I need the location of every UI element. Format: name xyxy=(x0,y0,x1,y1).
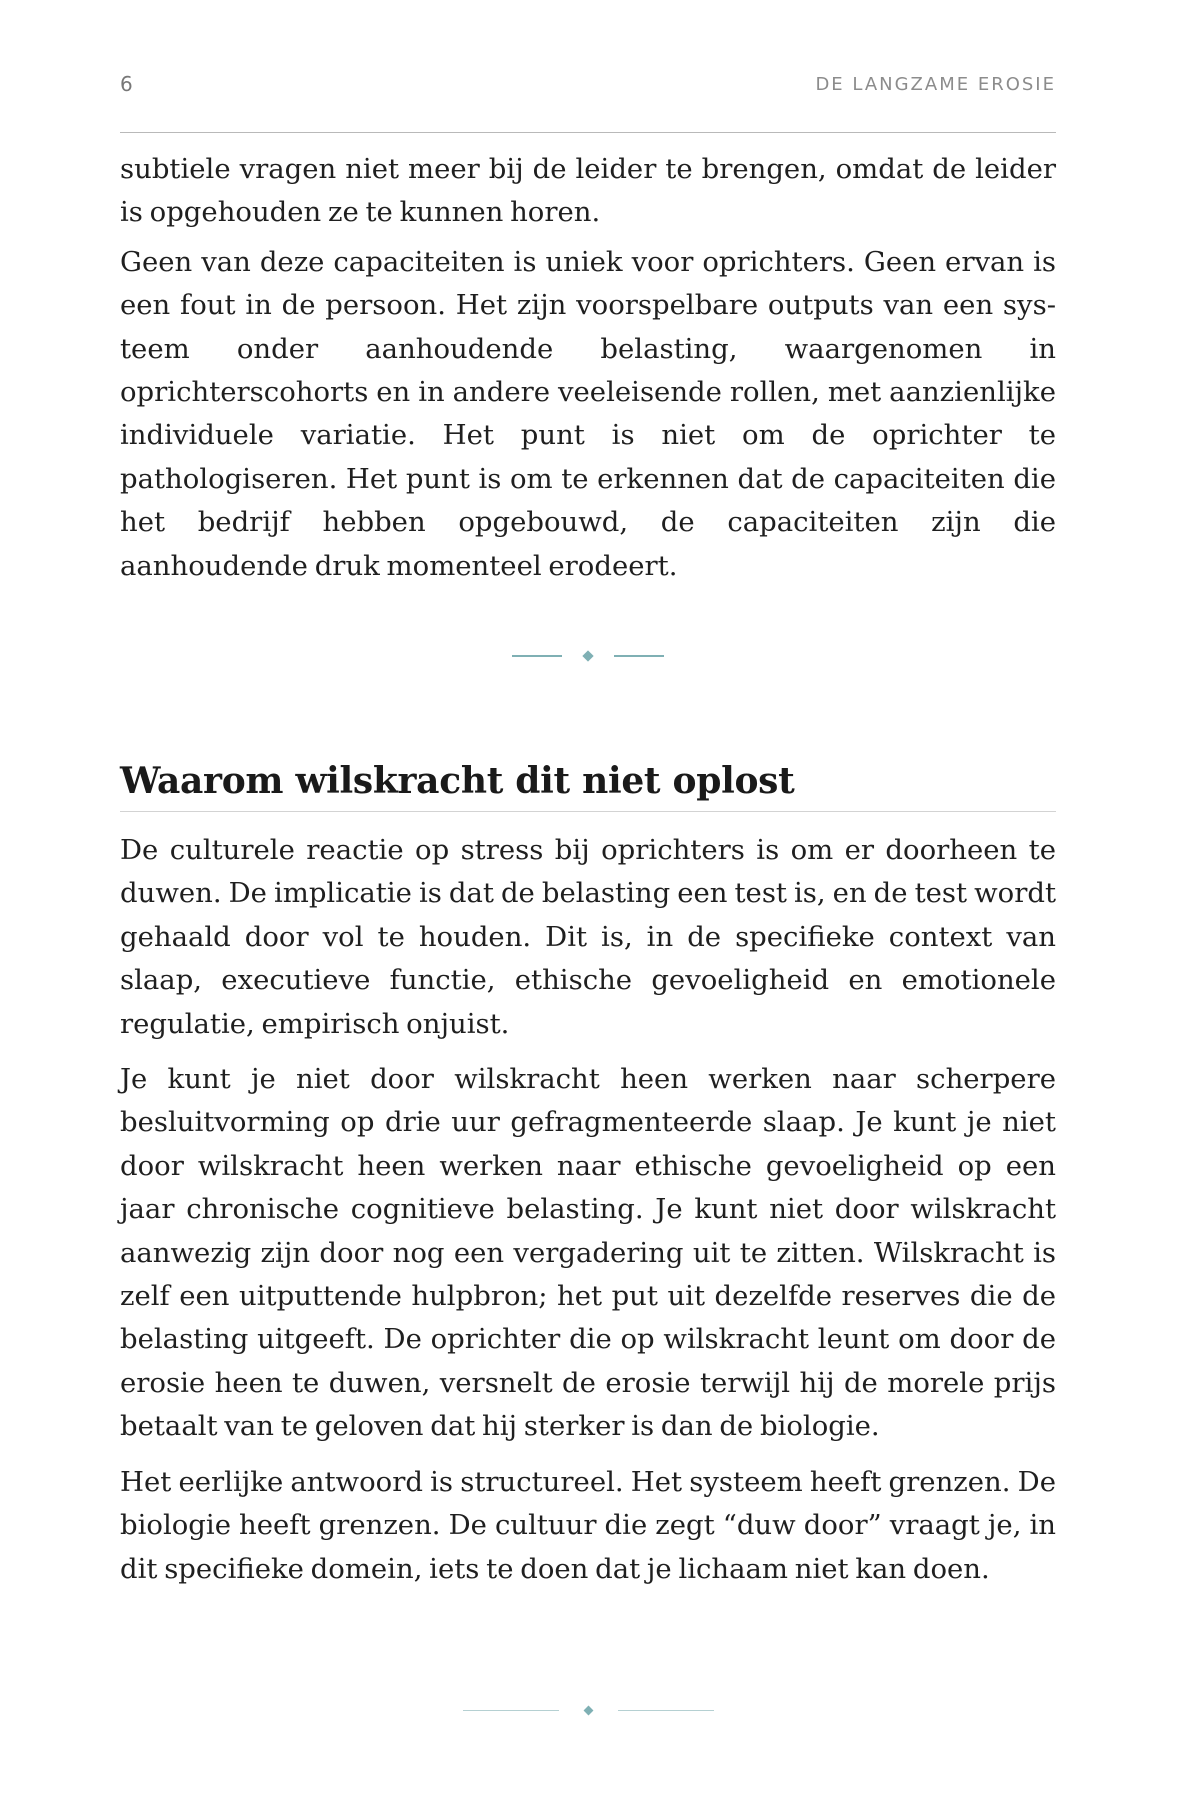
section-heading: Waarom wilskracht dit niet oplost xyxy=(120,760,795,802)
section-divider-ornament xyxy=(120,652,1056,660)
diamond-divider-icon xyxy=(582,650,593,661)
diamond-end-icon xyxy=(583,1706,593,1716)
section-text-block xyxy=(120,829,1056,1591)
divider-line-right xyxy=(614,655,664,657)
running-title: DE LANGZAME EROSIE xyxy=(815,74,1056,95)
paragraph-honest-answer: Het eerlijke antwoord is structureel. Het systeem heeft grenzen. De biologie heeft grenzen. De cultuur die zegt “duw door” vraagt je, in dit specifieke domein, iets te doen dat je lichaam niet kan doen. xyxy=(120,1465,1056,1585)
page-end-ornament xyxy=(120,1707,1056,1714)
top-text-block xyxy=(120,148,1056,588)
heading-underline xyxy=(120,811,1056,812)
running-header xyxy=(120,72,1056,133)
page-number: 6 xyxy=(120,72,133,96)
end-line-left xyxy=(463,1710,559,1712)
end-line-right xyxy=(618,1710,714,1712)
paragraph-cultural-reaction: De culturele reactie op stress bij oprichters is om er doorheen te duwen. De implicatie is dat de belasting een test is, en de test wordt gehaald door vol te houden. Dit is, in de specifieke context van slaap, executieve functie, ethische gevoeligheid en emotionele regulatie, empirisch onjuist. xyxy=(120,834,1056,1040)
paragraph-capacities: Geen van deze capaciteiten is uniek voor oprichters. Geen ervan is een fout in de persoon. Het zijn voorspelbare outputs van een systeem onder aanhoudende belasting, waargenomen in oprichterscohorts en in andere veeleisende rollen, met aanzienlijke individuele variatie. Het punt is niet om de oprichter te pathologiseren. Het punt is om te erkennen dat de capaciteiten die het bedrijf hebben opgebouwd, de capaciteiten zijn die aanhoudende druk momenteel erodeert. xyxy=(120,245,1056,582)
paragraph-willpower: Je kunt je niet door wilskracht heen werken naar scherpere besluitvorming op drie uur gefragmenteerde slaap. Je kunt je niet door wilskracht heen werken naar ethische gevoeligheid op een jaar chronische cognitieve belasting. Je kunt niet door wilskracht aanwezig zijn door nog een vergadering uit te zitten. Wilskracht is zelf een uitputtende hulpbron; het put uit dezelfde reserves die de belasting uitgeeft. De oprichter die op wilskracht leunt om door de erosie heen te duwen, versnelt de erosie terwijl hij de morele prijs betaalt van te geloven dat hij sterker is dan de biologie. xyxy=(120,1063,1056,1443)
paragraph-continued: subtiele vragen niet meer bij de leider te brengen, omdat de leider is opgehouden ze te kunnen horen. xyxy=(120,153,1056,229)
divider-line-left xyxy=(512,655,562,657)
